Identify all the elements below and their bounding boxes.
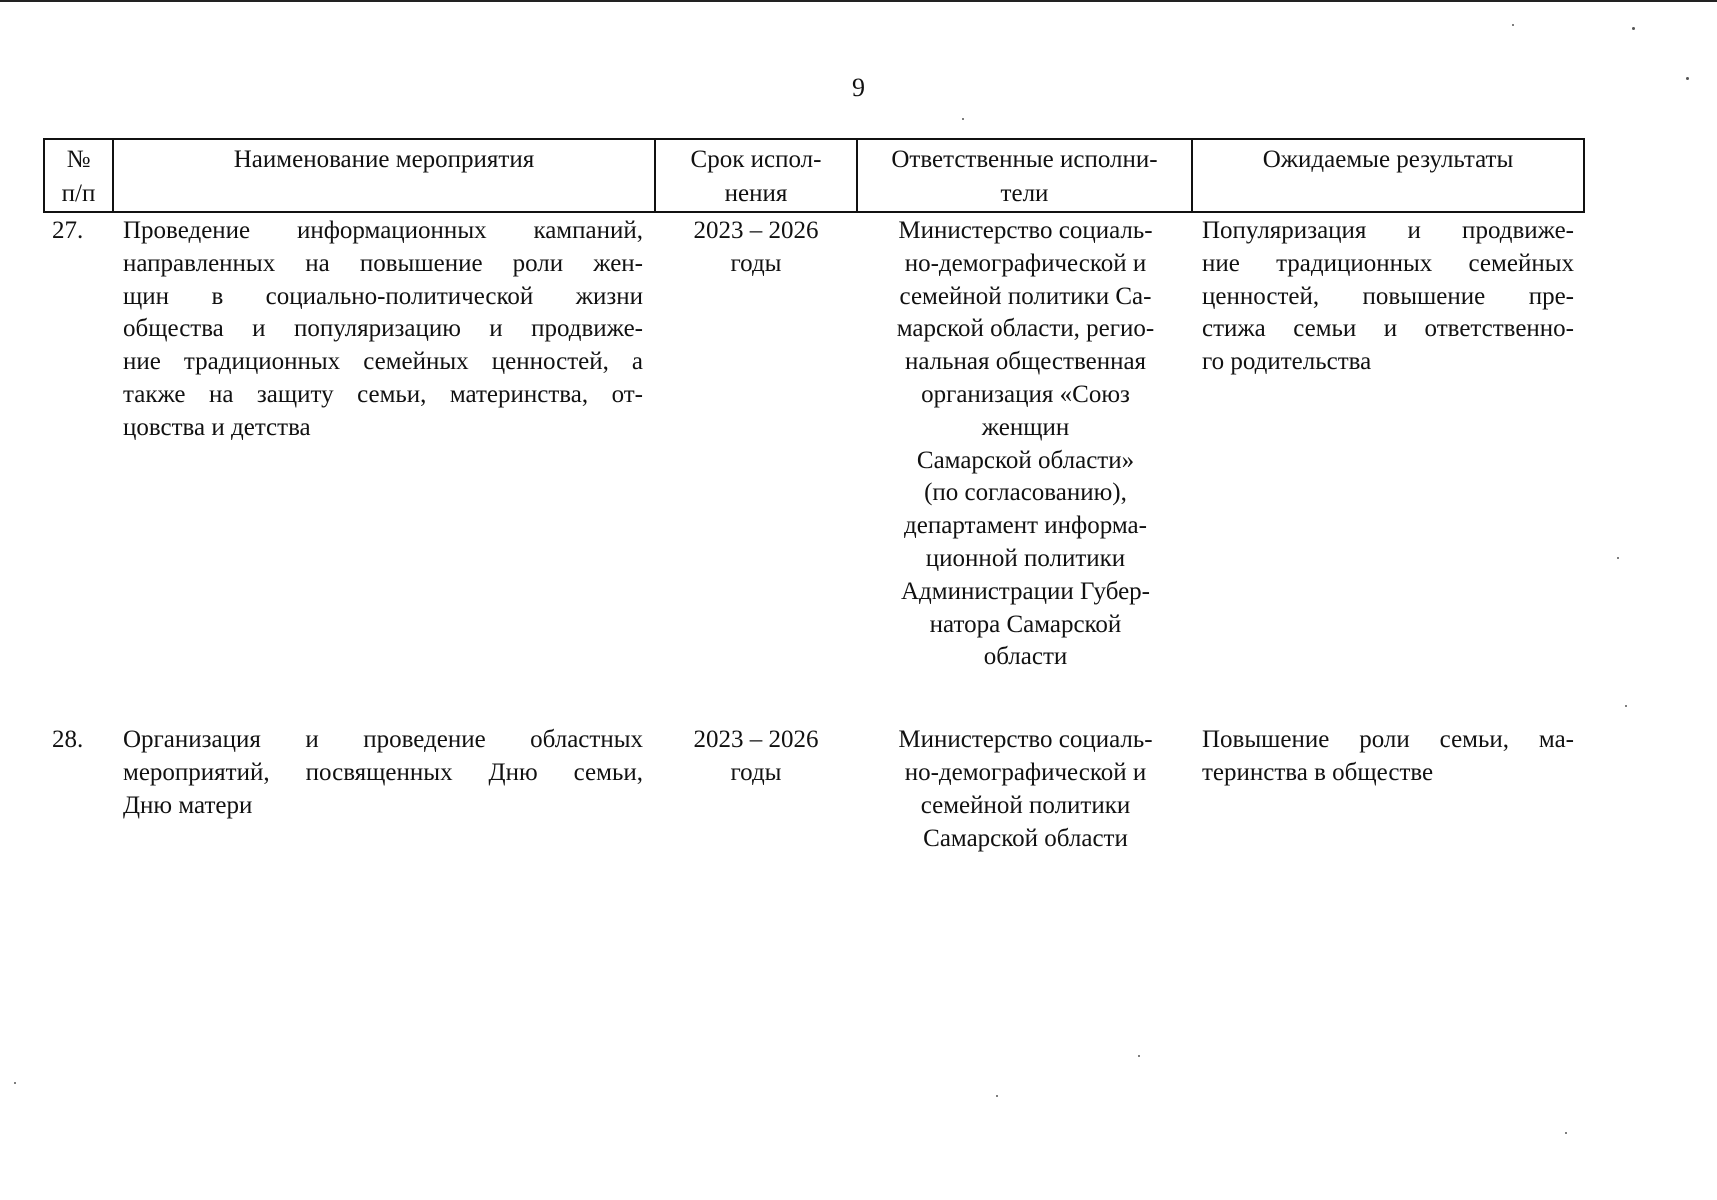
scan-speck <box>1686 77 1689 80</box>
responsible-executors <box>857 212 1192 722</box>
header-line: Срок испол- <box>690 146 822 173</box>
scan-speck <box>1512 24 1514 26</box>
scan-speck <box>996 1095 998 1097</box>
text-line: ценностей, повышение пре- <box>1202 282 1574 310</box>
text-line: теринства в обществе <box>1202 758 1434 786</box>
scan-speck <box>14 1082 16 1084</box>
scan-speck <box>962 118 964 120</box>
text-line: нальная общественная <box>904 348 1147 376</box>
header-number <box>44 139 113 212</box>
text-line: Организация и проведение областных <box>123 726 643 754</box>
page-number: 9 <box>852 73 865 102</box>
scan-speck <box>1138 1055 1140 1057</box>
text-line: Министерство социаль- <box>898 726 1153 754</box>
text-line: департамент информа- <box>904 512 1147 540</box>
text-line: семейной политики <box>920 791 1131 819</box>
table-header-row <box>44 139 1584 212</box>
header-expected-results <box>1192 139 1584 212</box>
text-line: ционной политики <box>925 544 1126 572</box>
text-line: годы <box>730 249 782 277</box>
text-line: Повышение роли семьи, ма- <box>1202 726 1574 754</box>
text-line: ние традиционных семейных ценностей, а <box>123 348 643 376</box>
text-line: организация «Союз <box>921 380 1130 408</box>
row-number: 28. <box>52 726 84 754</box>
scan-speck <box>1565 1132 1567 1134</box>
deadline <box>655 212 857 722</box>
text-line: Министерство социаль- <box>898 217 1153 244</box>
measures-table <box>43 138 1585 855</box>
text-line: цовства и детства <box>123 413 311 441</box>
table-row <box>44 722 1584 855</box>
header-line: Наименование мероприятия <box>233 146 535 173</box>
text-line: Самарской области» <box>916 446 1135 474</box>
expected-result <box>1192 722 1584 855</box>
text-line: направленных на повышение роли жен- <box>123 249 643 277</box>
header-line: № <box>66 146 91 173</box>
text-line: 2023 – 2026 <box>693 726 819 754</box>
text-line: но-демографической и <box>904 758 1147 786</box>
responsible-executors <box>857 722 1192 855</box>
header-line: нения <box>724 180 788 207</box>
text-line: также на защиту семьи, материнства, от- <box>123 380 643 408</box>
text-line: натора Самарской <box>929 610 1122 638</box>
text-line: но-демографической и <box>904 249 1147 277</box>
header-line: п/п <box>61 180 96 207</box>
text-line: женщин <box>981 413 1070 441</box>
measure-name <box>113 722 655 855</box>
scan-edge-line <box>0 0 1717 2</box>
text-line: семейной политики Са- <box>899 282 1152 310</box>
header-line: Ответственные исполни- <box>891 146 1158 173</box>
text-line: Проведение информационных кампаний, <box>123 217 643 244</box>
header-measure-name <box>113 139 655 212</box>
text-line: Популяризация и продвиже- <box>1202 217 1574 244</box>
header-line: тели <box>1000 180 1049 207</box>
text-line: стижа семьи и ответственно- <box>1202 315 1574 343</box>
text-line: (по согласованию), <box>924 479 1127 507</box>
expected-result <box>1192 212 1584 722</box>
measure-name <box>113 212 655 722</box>
scan-speck <box>1632 27 1635 30</box>
text-line: щин в социально-политической жизни <box>123 282 643 310</box>
text-line: го родительства <box>1202 348 1372 376</box>
row-number: 27. <box>52 217 84 244</box>
scan-speck <box>1617 557 1619 559</box>
text-line: мероприятий, посвященных Дню семьи, <box>123 758 643 786</box>
text-line: 2023 – 2026 <box>693 217 819 244</box>
header-deadline <box>655 139 857 212</box>
text-line: годы <box>730 758 782 786</box>
text-line: Администрации Губер- <box>900 577 1151 605</box>
header-line: Ожидаемые результаты <box>1262 146 1514 173</box>
text-line: области <box>983 643 1068 671</box>
header-responsible <box>857 139 1192 212</box>
text-line: общества и популяризацию и продвиже- <box>123 315 643 343</box>
text-line: ние традиционных семейных <box>1202 249 1574 277</box>
text-line: Дню матери <box>123 791 253 819</box>
table-row <box>44 212 1584 722</box>
deadline <box>655 722 857 855</box>
text-line: Самарской области <box>923 824 1128 852</box>
text-line: марской области, регио- <box>896 315 1155 343</box>
scan-speck <box>1625 705 1627 707</box>
